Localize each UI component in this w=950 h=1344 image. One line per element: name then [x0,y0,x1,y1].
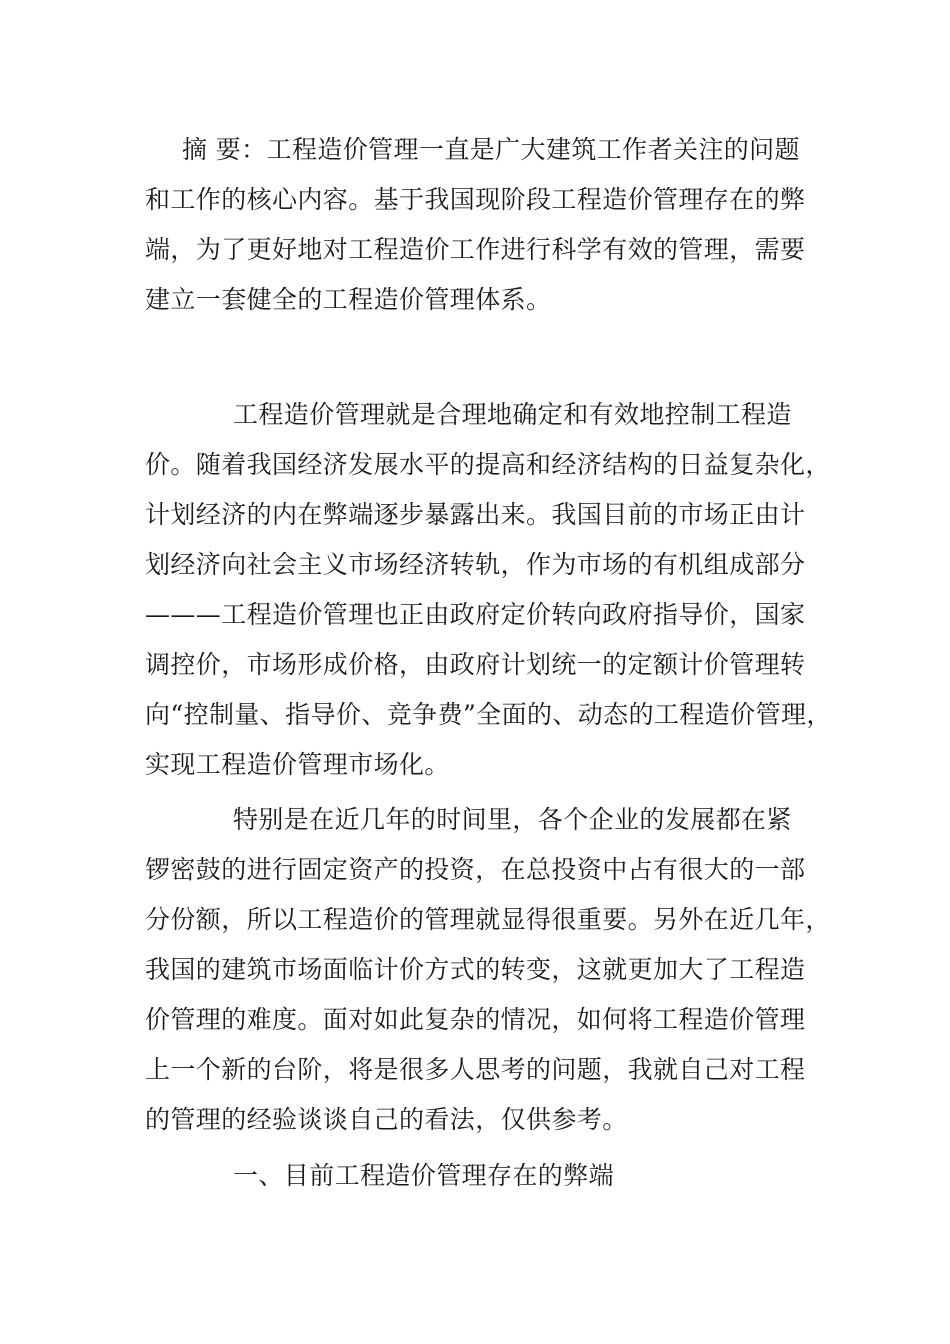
paragraph-line: 我国的建筑市场面临计价方式的转变，这就更加大了工程造 [145,955,806,984]
paragraph-line: 向“控制量、指导价、竞争费”全面的、动态的工程造价管理， [145,700,832,729]
paragraph-line: 价。随着我国经济发展水平的提高和经济结构的日益复杂化， [145,450,831,479]
abstract-line: 端，为了更好地对工程造价工作进行科学有效的管理，需要 [145,235,806,264]
paragraph-line: 锣密鼓的进行固定资产的投资，在总投资中占有很大的一部 [145,855,806,884]
paragraph-line: 分份额，所以工程造价的管理就显得很重要。另外在近几年， [145,905,831,934]
paragraph-line: 特别是在近几年的时间里，各个企业的发展都在紧 [233,805,792,834]
paragraph-line: ———工程造价管理也正由政府定价转向政府指导价，国家 [145,600,806,629]
paragraph-line: 的管理的经验谈谈自己的看法，仅供参考。 [145,1105,628,1134]
section-heading: 一、目前工程造价管理存在的弊端 [233,1161,615,1190]
paragraph-line: 工程造价管理就是合理地确定和有效地控制工程造 [233,400,792,429]
abstract-line: 和工作的核心内容。基于我国现阶段工程造价管理存在的弊 [145,185,806,214]
paragraph-line: 实现工程造价管理市场化。 [145,750,450,779]
paragraph-line: 调控价，市场形成价格，由政府计划统一的定额计价管理转 [145,650,806,679]
abstract-line: 摘 要：工程造价管理一直是广大建筑工作者关注的问题 [182,135,800,164]
paragraph-line: 计划经济的内在弊端逐步暴露出来。我国目前的市场正由计 [145,500,806,529]
abstract-line: 建立一套健全的工程造价管理体系。 [145,285,552,314]
paragraph-line: 划经济向社会主义市场经济转轨，作为市场的有机组成部分 [145,550,806,579]
paragraph-line: 价管理的难度。面对如此复杂的情况，如何将工程造价管理 [145,1005,806,1034]
paragraph-line: 上一个新的台阶，将是很多人思考的问题，我就自己对工程 [145,1055,806,1084]
